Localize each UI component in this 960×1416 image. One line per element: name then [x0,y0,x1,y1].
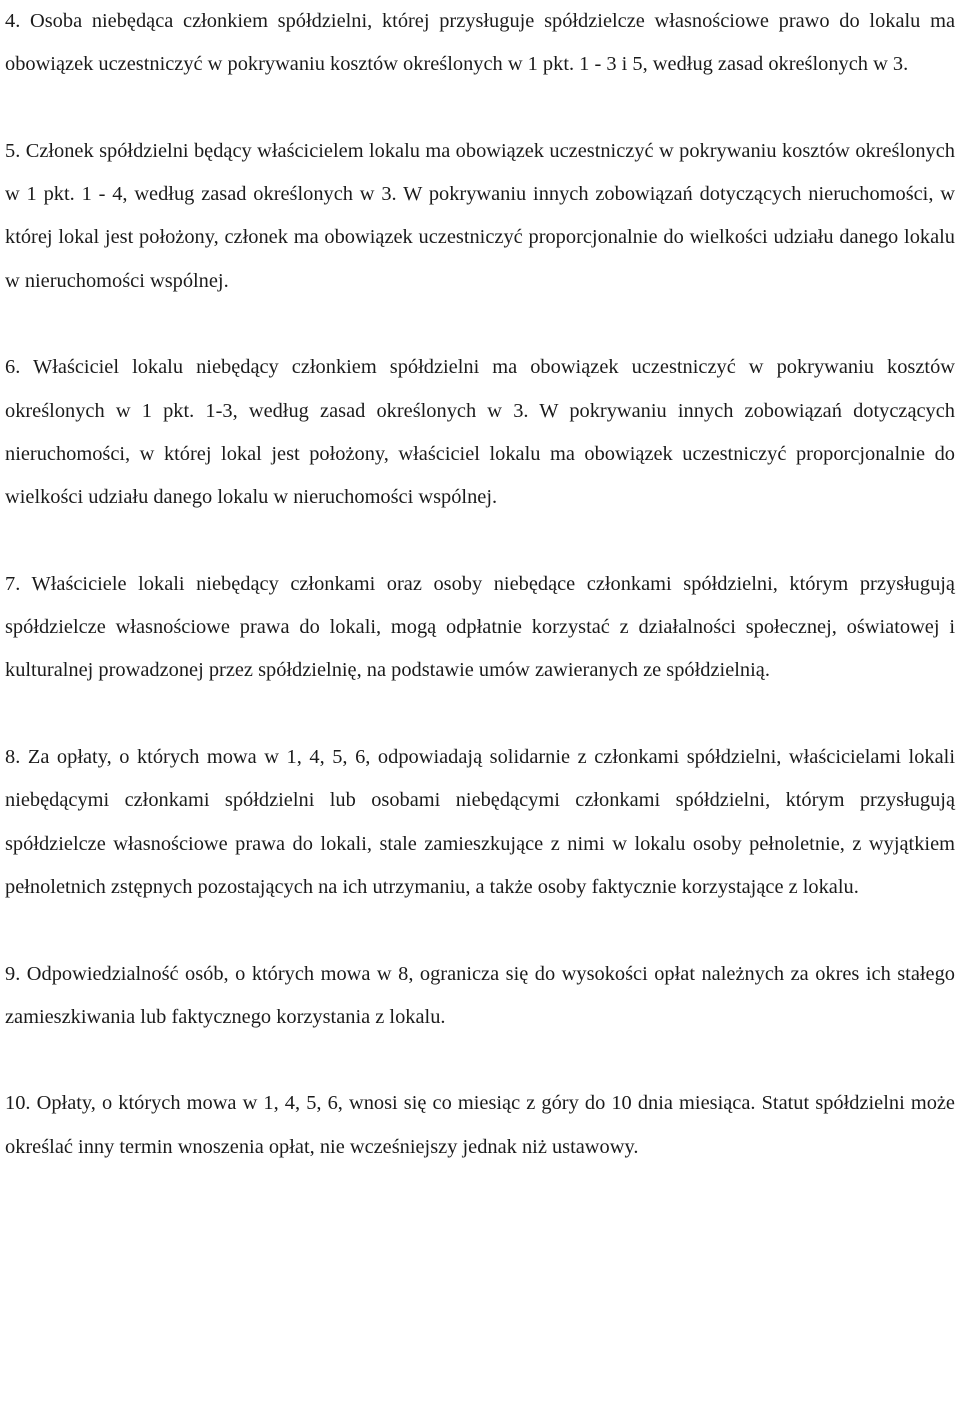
paragraph-text: Odpowiedzialność osób, o których mowa w 8, ogranicza się do wysokości opłat należnych za okres ich stałego zamieszkiwania lub faktycznego korzystania z lokalu. [5,962,956,1028]
paragraph-text: Opłaty, o których mowa w 1, 4, 5, 6, wnosi się co miesiąc z góry do 10 dnia miesiąca. Statut spółdzielni może określać inny termin wnoszenia opłat, nie wcześniejszy jednak niż ustawowy. [5,1092,955,1158]
paragraph-8 [5,736,955,909]
paragraph-text: Osoba niebędąca członkiem spółdzielni, której przysługuje spółdzielcze własnościowe prawo do lokalu ma obowiązek uczestniczyć w pokrywaniu kosztów określonych w 1 pkt. 1 - 3 i 5, według zasad określonych w 3. [5,10,955,76]
paragraph-6 [5,346,955,519]
paragraph-spacer [5,1039,955,1082]
document-page [5,0,955,1169]
paragraph-number: 4. [5,10,21,32]
paragraph-spacer [5,303,955,346]
paragraph-spacer [5,693,955,736]
paragraph-text: Za opłaty, o których mowa w 1, 4, 5, 6, odpowiadają solidarnie z członkami spółdzielni, właścicielami lokali niebędącymi członkami spółdzielni lub osobami niebędącymi członkami spółdzielni, którym przysługują spółdzielcze własnościowe prawa do lokali, stale zamieszkujące z nimi w lokalu osoby pełnoletnie, z wyjątkiem pełnoletnich zstępnych pozostających na ich utrzymaniu, a także osoby faktycznie korzystające z lokalu. [5,746,955,898]
paragraph-number: 9. [5,962,21,985]
paragraph-number: 5. [5,139,21,162]
paragraph-5 [5,130,955,303]
paragraph-spacer [5,87,955,130]
paragraph-number: 6. [5,356,21,379]
paragraph-4 [5,0,955,87]
paragraph-number: 8. [5,746,21,769]
paragraph-spacer [5,520,955,563]
paragraph-number: 7. [5,572,21,595]
paragraph-10 [5,1082,955,1169]
paragraph-9 [5,953,955,1040]
paragraph-number: 10. [5,1092,31,1115]
paragraph-7 [5,563,955,693]
paragraph-text: Członek spółdzielni będący właścicielem lokalu ma obowiązek uczestniczyć w pokrywaniu kosztów określonych w 1 pkt. 1 - 4, według zasad określonych w 3. W pokrywaniu innych zobowiązań dotyczących nieruchomości, w której lokal jest położony, członek ma obowiązek uczestniczyć proporcjonalnie do wielkości udziału danego lokalu w nieruchomości wspólnej. [5,139,955,292]
paragraph-text: Właściciele lokali niebędący członkami oraz osoby niebędące członkami spółdzielni, którym przysługują spółdzielcze własnościowe prawa do lokali, mogą odpłatnie korzystać z działalności społecznej, oświatowej i kulturalnej prowadzonej przez spółdzielnię, na podstawie umów zawieranych ze spółdzielnią. [5,572,955,682]
paragraph-text: Właściciel lokalu niebędący członkiem spółdzielni ma obowiązek uczestniczyć w pokrywaniu kosztów określonych w 1 pkt. 1-3, według zasad określonych w 3. W pokrywaniu innych zobowiązań dotyczących nieruchomości, w której lokal jest położony, właściciel lokalu ma obowiązek uczestniczyć proporcjonalnie do wielkości udziału danego lokalu w nieruchomości wspólnej. [5,356,955,509]
paragraph-spacer [5,909,955,952]
